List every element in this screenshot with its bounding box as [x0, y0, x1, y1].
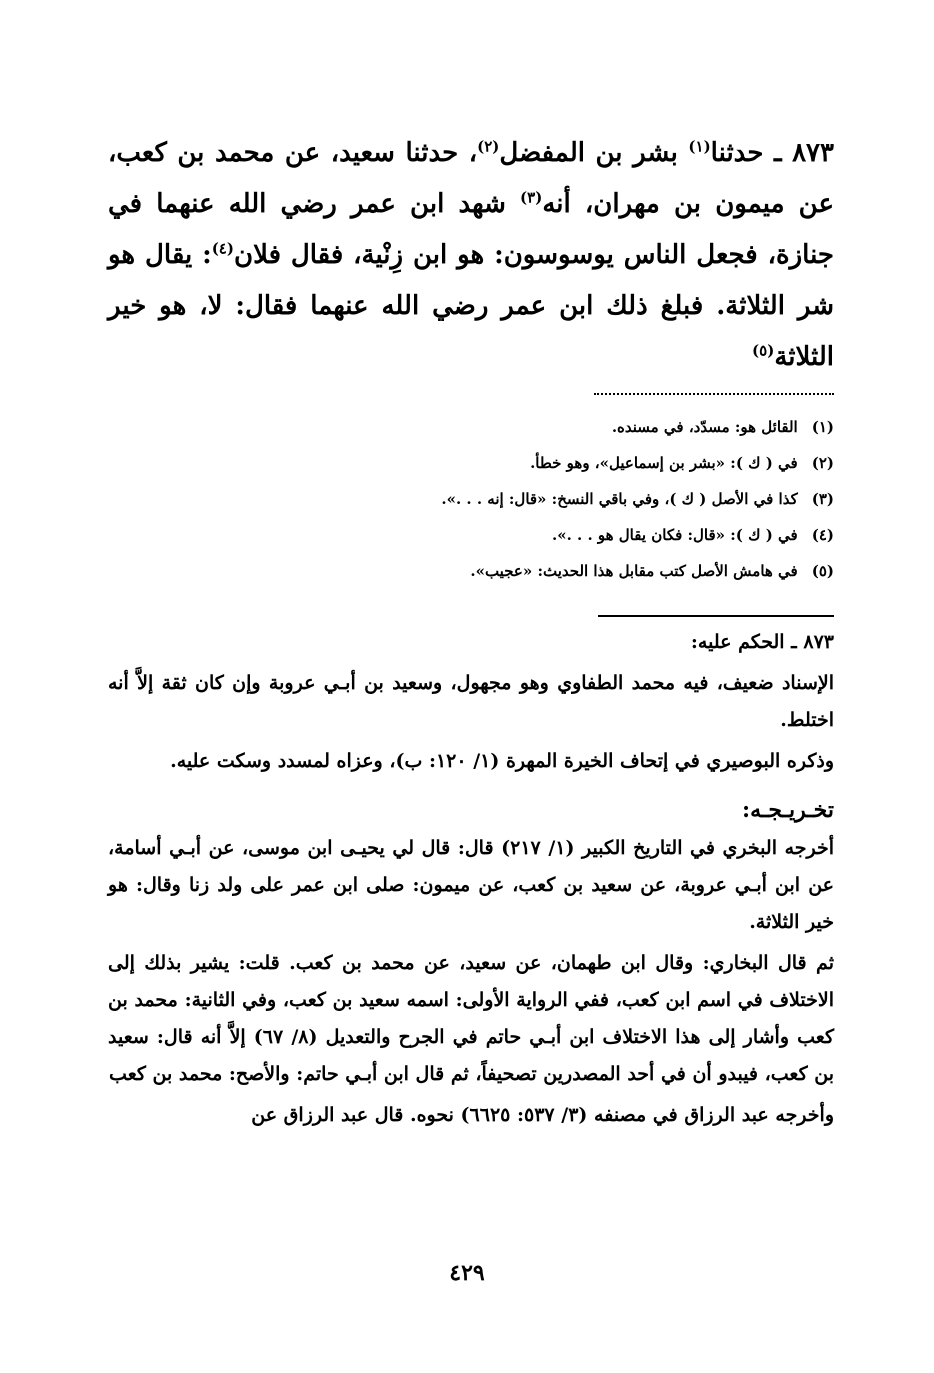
footnote-item — [108, 409, 834, 445]
takhrij-heading: تخـريـجـه: — [741, 797, 834, 823]
hadith-text — [108, 128, 834, 383]
footnote-number: (٤) — [811, 526, 834, 544]
footnote-ref: (٤) — [211, 239, 234, 258]
footnote-number: (٢) — [811, 454, 834, 472]
footnote-text: في ( ك ): «قال: فكان يقال هو . . .». — [551, 526, 798, 544]
footnote-number: (٣) — [811, 490, 834, 508]
hadith-segment: شهد ابن عمر رضي الله عنهما في جنازة، فجعل الناس يوسوسون: هو ابن زِنْية، فقال فلان — [108, 189, 834, 270]
takhrij-paragraph: أخرجه البخري في التاريخ الكبير (١/ ٢١٧) قال: قال لي يحيـى ابن موسى، عن أبـي أسامة، عن ابن أبـي عروبة، عن سعيد بن كعب، عن ميمون: صلى ابن عمر على ولد زنا وقال: هو خير الثلاثة. — [108, 837, 835, 933]
footnote-ref: (٢) — [477, 137, 500, 156]
footnote-separator — [594, 393, 834, 395]
takhrij-paragraph: وأخرجه عبد الرزاق في مصنفه (٣/ ٥٣٧: ٦٦٢٥) نحوه. قال عبد الرزاق عن — [251, 1104, 834, 1126]
footnote-number: (٥) — [811, 562, 834, 580]
hadith-segment: : يقال هو شر الثلاثة. فبلغ ذلك ابن عمر رضي الله عنهما فقال: لا، هو خير الثلاثة — [108, 240, 834, 372]
footnotes-list — [108, 409, 834, 589]
hadith-segment: بشر بن المفضل — [499, 138, 689, 168]
footnote-item — [108, 481, 834, 517]
footnote-number: (١) — [811, 418, 834, 436]
takhrij-paragraph: ثم قال البخاري: وقال ابن طهمان، عن سعيد، عن محمد بن كعب. قلت: يشير بذلك إلى الاختلاف في اسم ابن كعب، ففي الرواية الأولى: اسمه سعيد بن كعب، وفي الثانية: محمد بن كعب وأشار إلى هذا الاختلاف ابن أبـي حاتم في الجرح والتعديل (٨/ ٦٧) إلاَّ أنه قال: سعيد بن كعب، فيبدو أن في أحد المصدرين تصحيفاً، ثم قال ابن أبـي حاتم: والأصح: محمد بن كعب — [108, 952, 834, 1085]
page-number: ٤٢٩ — [449, 1260, 485, 1286]
footnote-item — [108, 445, 834, 481]
hadith-number: ٨٧٣ ـ — [773, 138, 834, 168]
footnote-ref: (١) — [688, 137, 711, 156]
footnote-text: في ( ك ): «بشر بن إسماعيل»، وهو خطأ. — [530, 454, 798, 472]
footnote-text: القائل هو: مسدّد، في مسنده. — [611, 418, 798, 436]
ruling-paragraph: الإسناد ضعيف، فيه محمد الطفاوي وهو مجهول، وسعيد بن أبـي عروبة وإن كان ثقة إلاَّ أنه اختلط. — [108, 672, 834, 731]
footnote-item — [108, 517, 834, 553]
footnote-text: كذا في الأصل ( ك )، وفي باقي النسخ: «قال: إنه . . .». — [441, 490, 798, 508]
section-divider — [598, 615, 834, 617]
ruling-heading: ٨٧٣ ـ الحكم عليه: — [690, 631, 834, 653]
hadith-segment: حدثنا — [710, 138, 774, 168]
hadith-segment: ، حدثنا سعيد، عن محمد بن كعب، عن ميمون بن مهران، أنه — [108, 138, 834, 219]
footnote-text: في هامش الأصل كتب مقابل هذا الحديث: «عجيب». — [470, 562, 798, 580]
ruling-paragraph: وذكره البوصيري في إتحاف الخيرة المهرة (١/ ١٢٠: ب)، وعزاه لمسدد وسكت عليه. — [170, 750, 834, 772]
footnote-ref: (٥) — [752, 341, 775, 360]
footnote-ref: (٣) — [520, 188, 543, 207]
footnote-item — [108, 553, 834, 589]
